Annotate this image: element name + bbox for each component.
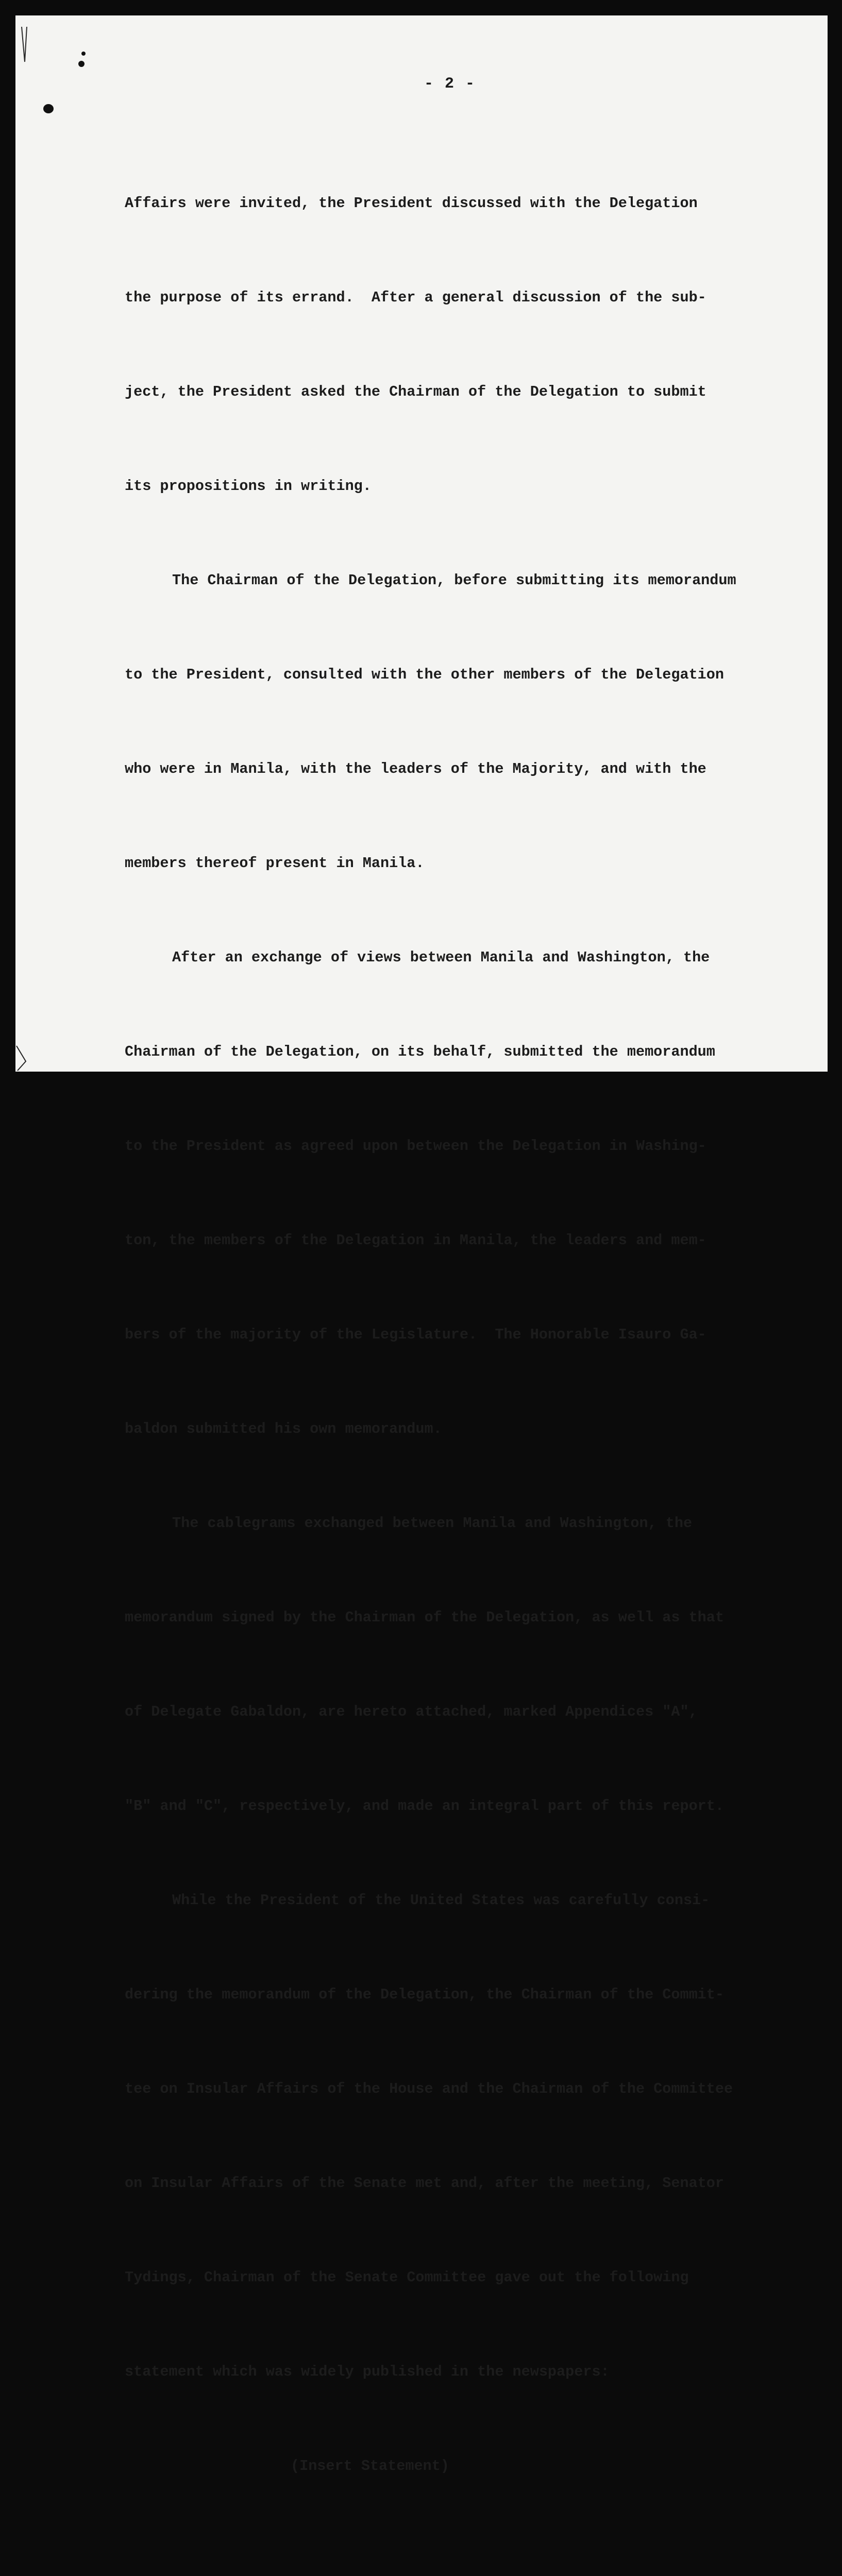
paragraph-start-line: The Chairman of the Delegation, before submitting its memorandum <box>172 572 736 589</box>
page-number: - 2 - <box>424 75 476 93</box>
text-line: Affairs were invited, the President discussed with the Delegation <box>125 195 698 212</box>
document-page <box>15 15 828 2475</box>
paragraph-start-line: The cablegrams exchanged between Manila and Washington, the <box>172 1515 693 1532</box>
text-line: tee on Insular Affairs of the House and the Chairman of the Committee <box>125 2080 733 2097</box>
margin-pencil-mark <box>20 26 38 67</box>
text-line: "B" and "C", respectively, and made an integral part of this report. <box>125 1798 724 1815</box>
text-line: Chairman of the Delegation, on its behalf, submitted the memorandum <box>125 1043 715 1060</box>
insert-statement-line: (Insert Statement) <box>291 2458 449 2475</box>
text-line: on Insular Affairs of the Senate met and, after the meeting, Senator <box>125 2175 724 2192</box>
ink-speck <box>81 52 86 56</box>
paragraph-start-line: While the President of the United States was carefully consi- <box>172 1892 710 1909</box>
spacer <box>125 2545 795 2552</box>
typed-body-text <box>125 125 795 2576</box>
text-line: members thereof present in Manila. <box>125 855 425 872</box>
paragraph-start-line: After an exchange of views between Manila and Washington, the <box>172 949 710 966</box>
corner-scan-mark <box>15 1041 30 1072</box>
text-line: dering the memorandum of the Delegation, the Chairman of the Commit- <box>125 1986 724 2003</box>
text-line: ton, the members of the Delegation in Manila, the leaders and mem- <box>125 1232 706 1249</box>
text-line: of Delegate Gabaldon, are hereto attached, marked Appendices "A", <box>125 1703 698 1720</box>
ink-speck <box>78 61 85 67</box>
text-line: to the President as agreed upon between the Delegation in Washing- <box>125 1138 706 1155</box>
ink-speck <box>43 104 54 113</box>
text-line: to the President, consulted with the other members of the Delegation <box>125 666 724 683</box>
text-line: the purpose of its errand. After a general discussion of the sub- <box>125 289 706 306</box>
text-line: ject, the President asked the Chairman of the Delegation to submit <box>125 383 706 400</box>
text-line: statement which was widely published in the newspapers: <box>125 2363 610 2380</box>
text-line: who were in Manila, with the leaders of the Majority, and with the <box>125 760 706 777</box>
text-line: memorandum signed by the Chairman of the Delegation, as well as that <box>125 1609 724 1626</box>
text-line: Tydings, Chairman of the Senate Committee gave out the following <box>125 2269 689 2286</box>
text-line: baldon submitted his own memorandum. <box>125 1420 442 1437</box>
text-line: its propositions in writing. <box>125 478 372 495</box>
text-line: bers of the majority of the Legislature. The Honorable Isauro Ga- <box>125 1326 706 1343</box>
